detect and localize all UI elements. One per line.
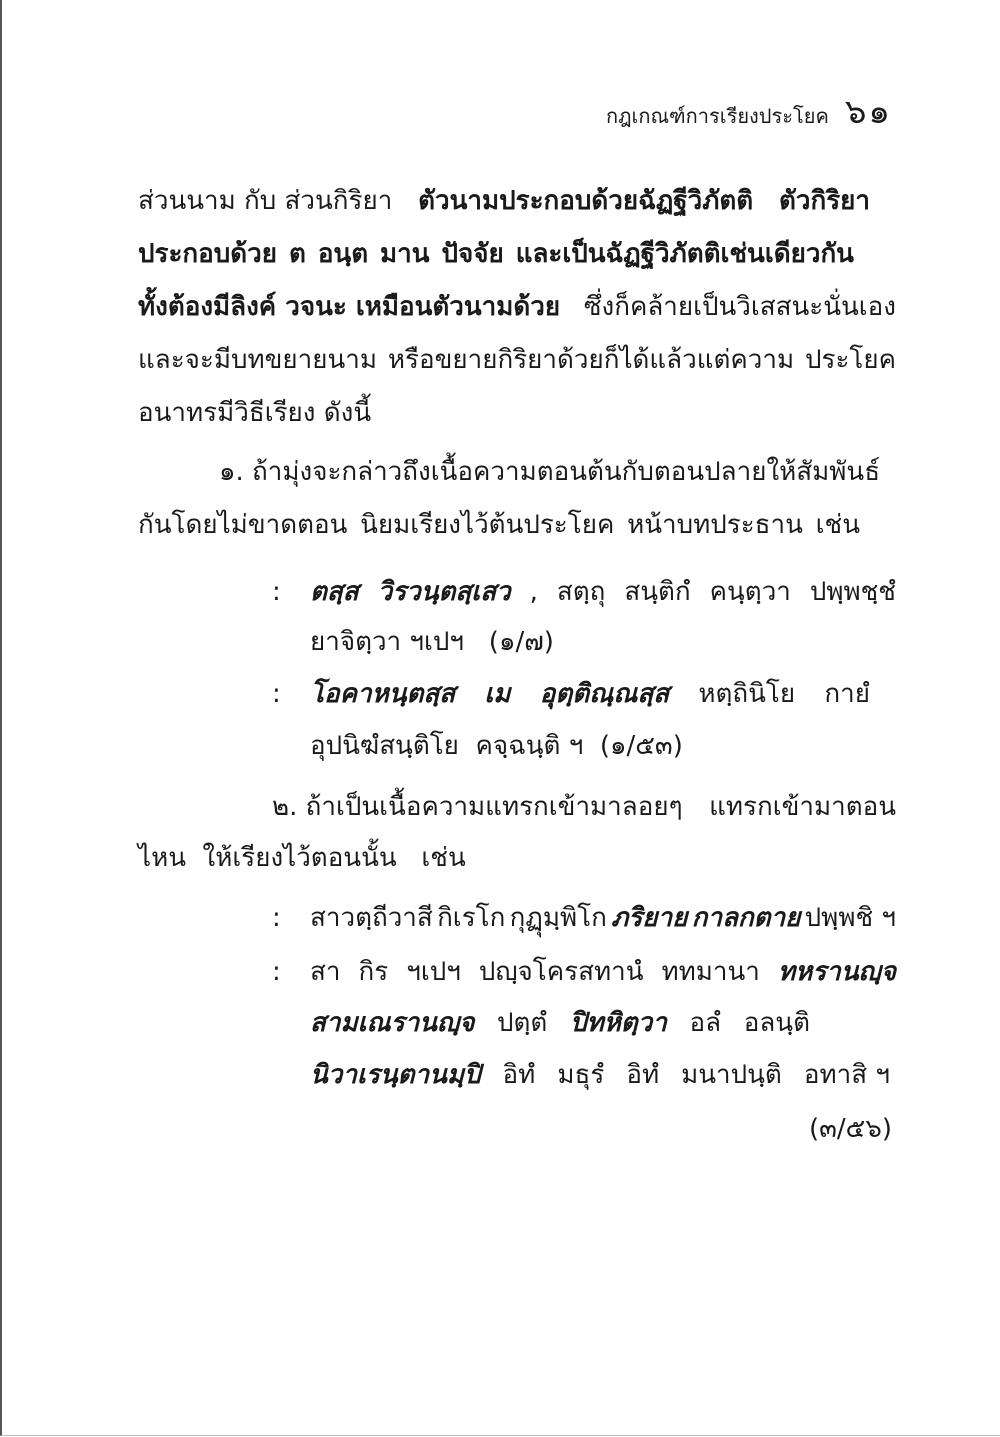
rule-2-example-1-line-1 bbox=[310, 898, 896, 938]
text-run: สา bbox=[310, 957, 341, 987]
text-run: มธุรํ bbox=[557, 1060, 605, 1090]
bold-italic-run: ทหรานญฺจ bbox=[777, 957, 896, 987]
bold-run: มาน bbox=[380, 239, 430, 269]
text-run: หน้าบทประธาน bbox=[627, 510, 803, 540]
text-run: ซึ่งก็คล้ายเป็นวิเสสนะนั่นเอง bbox=[583, 292, 896, 322]
text-run: มนาปนฺติ bbox=[681, 1060, 782, 1090]
rule-2-line-1 bbox=[272, 787, 896, 827]
text-run: อทาสิ ฯ bbox=[803, 1060, 890, 1090]
text-run: นิยมเรียงไว้ต้นประโยค bbox=[360, 510, 615, 540]
text-run: ปพฺพชฺชํ bbox=[809, 577, 896, 607]
bold-italic-run: ปิทหิตฺวา bbox=[569, 1008, 667, 1038]
rule-1-line-1: ๑. ถ้ามุ่งจะกล่าวถึงเนื้อความตอนต้นกับตอนปลายให้สัมพันธ์ bbox=[219, 457, 881, 487]
text-run: ๒. ถ้าเป็นเนื้อความแทรกเข้ามาลอยๆ bbox=[272, 792, 683, 822]
text-run: ททมานา bbox=[661, 957, 760, 987]
text-run: ประโยค bbox=[804, 345, 896, 375]
bold-run: ต bbox=[288, 239, 306, 269]
text-run: กุฏุมฺพิโก bbox=[509, 903, 607, 933]
bold-run: ประกอบด้วย bbox=[138, 239, 278, 269]
bold-run: ปัจจัย bbox=[441, 239, 504, 269]
running-head bbox=[606, 84, 892, 138]
text-run: อิทํ bbox=[502, 1060, 536, 1090]
example-colon: : bbox=[272, 957, 281, 987]
text-run: ปญฺจโครสทานํ bbox=[478, 957, 644, 987]
text-run: สนฺติกํ bbox=[624, 577, 691, 607]
example-colon: : bbox=[272, 679, 281, 709]
rule-1-example-1-line-1 bbox=[310, 572, 896, 612]
bold-italic-run: กาลกตาย bbox=[691, 903, 801, 933]
bold-italic-run: ตสฺส bbox=[310, 577, 359, 607]
text-run: อลนฺติ bbox=[743, 1008, 810, 1038]
rule-1-example-2-line-2: อุปนิฆํสนฺติโย คจฺฉนฺติ ฯ (๑/๕๓) bbox=[310, 731, 683, 761]
text-run: แทรกเข้ามาตอน bbox=[709, 792, 896, 822]
text-run: หตฺถินิโย bbox=[698, 679, 796, 709]
rule-2-example-2-line-2 bbox=[310, 1003, 810, 1043]
text-run: ปพฺพชิ ฯ bbox=[804, 903, 896, 933]
example-colon: : bbox=[272, 903, 281, 933]
reference-citation: (๓/๕๖) bbox=[808, 1114, 892, 1144]
text-run: คนฺตฺวา bbox=[709, 577, 791, 607]
text-run: อิทํ bbox=[626, 1060, 660, 1090]
text-run: กิเรโก bbox=[437, 903, 506, 933]
bold-italic-run: นิวาเรนฺตานมฺปิ bbox=[310, 1060, 481, 1090]
intro-line-5: อนาทรมีวิธีเรียง ดังนี้ bbox=[138, 398, 372, 428]
rule-1-line-2 bbox=[138, 505, 860, 545]
intro-line-1 bbox=[138, 181, 870, 221]
bold-run: อนฺต bbox=[317, 239, 369, 269]
text-run: กันโดยไม่ขาดตอน bbox=[138, 510, 348, 540]
text-run: สตฺถุ bbox=[556, 577, 606, 607]
rule-1-example-1-line-2: ยาจิตฺวา ฯเปฯ (๑/๗) bbox=[310, 627, 554, 657]
bold-italic-run: โอคาหนฺตสฺส bbox=[310, 679, 456, 709]
text-run: ส่วนนาม กับ ส่วนกิริยา bbox=[138, 186, 393, 216]
text-run: อลํ bbox=[689, 1008, 722, 1038]
example-colon: : bbox=[272, 577, 281, 607]
bold-italic-run: ภริยาย bbox=[611, 903, 688, 933]
text-run: กิร bbox=[358, 957, 389, 987]
text-run: หรือขยายกิริยาด้วยก็ได้แล้วแต่ความ bbox=[387, 345, 795, 375]
intro-line-2 bbox=[138, 234, 854, 274]
text-run: ปตฺตํ bbox=[497, 1008, 548, 1038]
bold-run: ตัวนามประกอบด้วยฉัฏฐีวิภัตติ bbox=[418, 186, 754, 216]
intro-line-3 bbox=[138, 287, 896, 327]
rule-2-example-2-line-3 bbox=[310, 1055, 890, 1095]
bold-run: และเป็นฉัฏฐีวิภัตติเช่นเดียวกัน bbox=[515, 239, 854, 269]
bold-italic-run: วิรวนฺตสฺเสว bbox=[377, 577, 511, 607]
rule-2-example-2-line-1 bbox=[310, 952, 896, 992]
text-run: ฯเปฯ bbox=[406, 957, 461, 987]
bold-italic-run: สามเณรานญฺจ bbox=[310, 1008, 475, 1038]
text-run: , bbox=[529, 577, 538, 607]
rule-1-example-2-line-1 bbox=[310, 674, 870, 714]
text-run: กายํ bbox=[824, 679, 870, 709]
bold-italic-run: เม bbox=[484, 679, 511, 709]
intro-line-4 bbox=[138, 340, 896, 380]
text-run: เช่น bbox=[815, 510, 860, 540]
page-number: ๖๑ bbox=[844, 92, 892, 132]
text-run: สาวตฺถีวาสี bbox=[310, 903, 433, 933]
rule-2-line-2: ไหน ให้เรียงไว้ตอนนั้น เช่น bbox=[138, 843, 466, 873]
bold-run: ตัวกิริยา bbox=[778, 186, 870, 216]
bold-run: ทั้งต้องมีลิงค์ วจนะ เหมือนตัวนามด้วย bbox=[138, 292, 561, 322]
bold-italic-run: อุตฺติณฺณสฺส bbox=[539, 679, 670, 709]
text-run: และจะมีบทขยายนาม bbox=[138, 345, 377, 375]
running-title: กฎเกณฑ์การเรียงประโยค bbox=[606, 104, 829, 128]
